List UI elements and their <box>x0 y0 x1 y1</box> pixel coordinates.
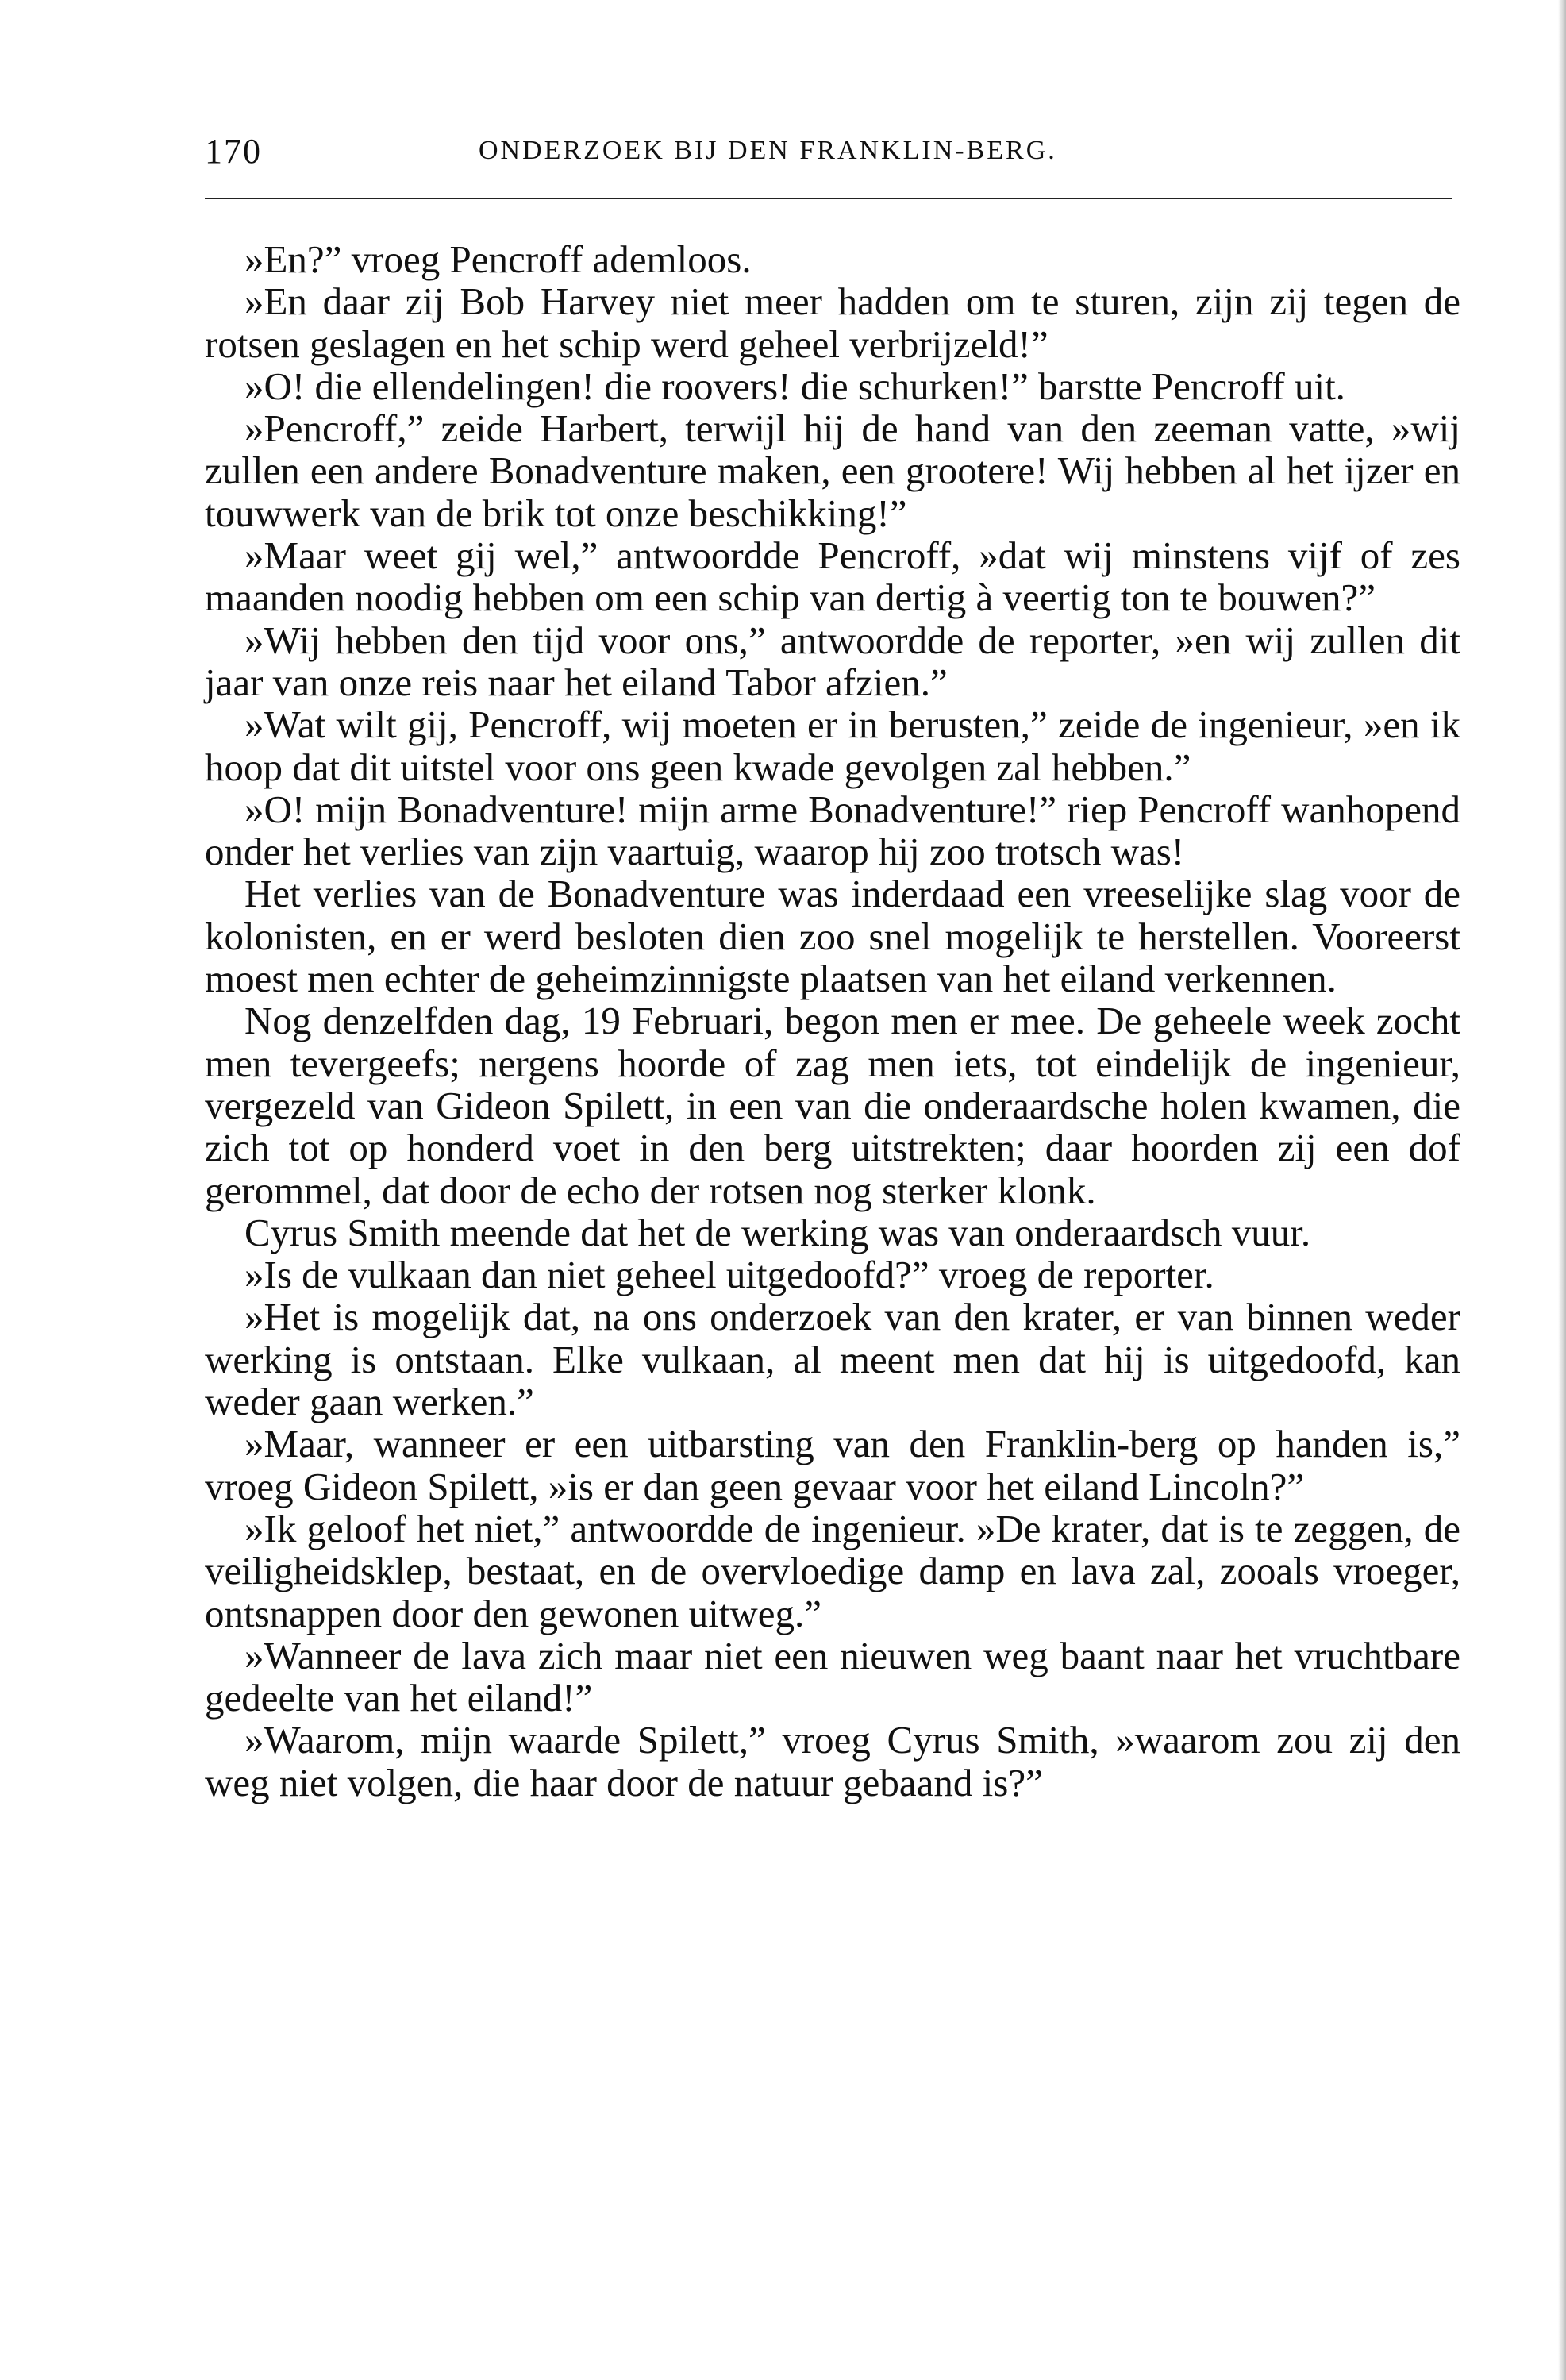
paragraph: »Ik geloof het niet,” antwoordde de ingenieur. »De krater, dat is te zeggen, de veiligheidsklep, bestaat, en de overvloedige damp en lava zal, zooals vroeger, ontsnappen door den gewonen uitweg.” <box>205 1506 1460 1635</box>
paragraph: Het verlies van de Bonadventure was inderdaad een vreeselijke slag voor de kolonisten, en er werd besloten dien zoo snel mogelijk te herstellen. Vooreerst moest men echter de geheimzinnigste plaatsen van het eiland verkennen. <box>205 872 1460 1001</box>
paragraph: »O! die ellendelingen! die roovers! die schurken!” barstte Pencroff uit. <box>244 364 1345 408</box>
paragraph: »En daar zij Bob Harvey niet meer hadden om te sturen, zijn zij tegen de rotsen geslagen en het schip werd geheel verbrijzeld!” <box>205 279 1460 366</box>
paragraph: Nog denzelfden dag, 19 Februari, begon men er mee. De geheele week zocht men tevergeefs; nergens hoorde of zag men iets, tot eindelijk de ingenieur, vergezeld van Gideon Spilett, in een van die onderaardsche holen kwamen, die zich tot op honderd voet in den berg uitstrekten; daar hoorden zij een dof gerommel, dat door de echo der rotsen nog sterker klonk. <box>205 999 1460 1212</box>
paragraph: »Is de vulkaan dan niet geheel uitgedoofd?” vroeg de reporter. <box>244 1253 1214 1297</box>
page-header <box>205 131 1452 179</box>
running-title: ONDERZOEK BIJ DEN FRANKLIN-BERG. <box>479 136 1057 165</box>
paragraph: »Maar weet gij wel,” antwoordde Pencroff, »dat wij minstens vijf of zes maanden noodig hebben om een schip van dertig à veertig ton te bouwen?” <box>205 533 1460 620</box>
page-edge-shadow <box>1558 0 1566 2380</box>
paragraph: »Het is mogelijk dat, na ons onderzoek van den krater, er van binnen weder werking is ontstaan. Elke vulkaan, al meent men dat hij is uitgedoofd, kan weder gaan werken.” <box>205 1295 1460 1424</box>
header-rule <box>205 198 1452 199</box>
paragraph: »O! mijn Bonadventure! mijn arme Bonadventure!” riep Pencroff wanhopend onder het verlies van zijn vaartuig, waarop hij zoo trotsch was! <box>205 787 1460 874</box>
paragraph: »Waarom, mijn waarde Spilett,” vroeg Cyrus Smith, »waarom zou zij den weg niet volgen, die haar door de natuur gebaand is?” <box>205 1718 1460 1804</box>
body-text <box>205 238 1460 1804</box>
paragraph: »Maar, wanneer er een uitbarsting van den Franklin-berg op handen is,” vroeg Gideon Spilett, »is er dan geen gevaar voor het eiland Lincoln?” <box>205 1422 1460 1508</box>
page-number: 170 <box>205 132 262 171</box>
paragraph: »Pencroff,” zeide Harbert, terwijl hij de hand van den zeeman vatte, »wij zullen een andere Bonadventure maken, een grootere! Wij hebben al het ijzer en touwwerk van de brik tot onze beschikking!” <box>205 406 1460 535</box>
paragraph: »Wij hebben den tijd voor ons,” antwoordde de reporter, »en wij zullen dit jaar van onze reis naar het eiland Tabor afzien.” <box>205 618 1460 704</box>
paragraph: »En?” vroeg Pencroff ademloos. <box>244 237 752 281</box>
paragraph: Cyrus Smith meende dat het de werking was van onderaardsch vuur. <box>244 1210 1311 1254</box>
paragraph: »Wanneer de lava zich maar niet een nieuwen weg baant naar het vruchtbare gedeelte van het eiland!” <box>205 1633 1460 1720</box>
paragraph: »Wat wilt gij, Pencroff, wij moeten er in berusten,” zeide de ingenieur, »en ik hoop dat dit uitstel voor ons geen kwade gevolgen zal hebben.” <box>205 703 1460 789</box>
